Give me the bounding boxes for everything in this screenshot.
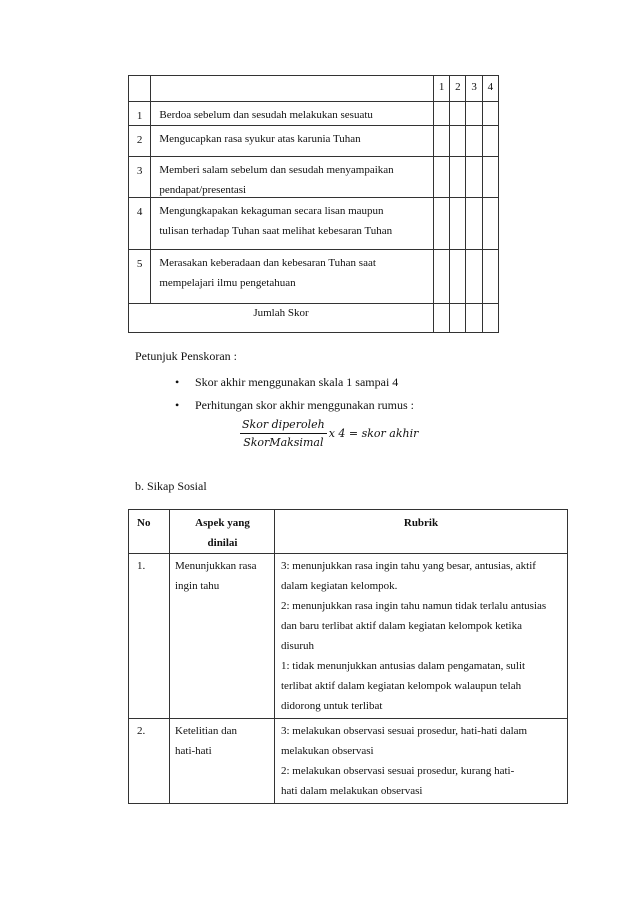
row-number: 1. bbox=[129, 554, 170, 719]
formula-result: x 4 = skor akhir bbox=[328, 427, 419, 440]
header-no: No bbox=[129, 510, 170, 554]
header-no-cell bbox=[129, 76, 151, 102]
table-row bbox=[129, 102, 499, 126]
total-cell[interactable] bbox=[466, 304, 482, 333]
score-cell[interactable] bbox=[482, 250, 498, 304]
rubric-line: dalam kegiatan kelompok. bbox=[281, 580, 398, 592]
statement-line: Mengungkapakan kekaguman secara lisan maupun bbox=[159, 205, 384, 217]
table-row bbox=[129, 157, 499, 198]
formula-denominator: SkorMaksimal bbox=[243, 436, 324, 449]
row-aspect bbox=[170, 719, 275, 804]
score-header-1: 1 bbox=[433, 76, 449, 102]
statement-line: Memberi salam sebelum dan sesudah menyampaikan bbox=[159, 164, 394, 176]
table-row bbox=[129, 554, 568, 719]
statement-line: pendapat/presentasi bbox=[159, 184, 247, 196]
rubric-line: 2: melakukan observasi sesuai prosedur, kurang hati- bbox=[281, 765, 515, 777]
row-aspect bbox=[170, 554, 275, 719]
score-header-4: 4 bbox=[482, 76, 498, 102]
header-aspect-line: dinilai bbox=[207, 537, 238, 549]
bullet-icon: • bbox=[175, 398, 180, 412]
header-aspect bbox=[170, 510, 275, 554]
row-number: 5 bbox=[129, 250, 151, 304]
score-cell[interactable] bbox=[466, 126, 482, 157]
score-cell[interactable] bbox=[466, 102, 482, 126]
statement-line: mempelajari ilmu pengetahuan bbox=[159, 277, 296, 289]
statement-line: Mengucapkan rasa syukur atas karunia Tuhan bbox=[159, 133, 361, 145]
score-cell[interactable] bbox=[450, 198, 466, 250]
aspect-line: Ketelitian dan bbox=[175, 725, 238, 737]
social-attitude-rubric-table bbox=[128, 509, 568, 804]
row-rubric bbox=[275, 554, 568, 719]
row-statement bbox=[151, 102, 434, 126]
rubric-line: 3: melakukan observasi sesuai prosedur, hati-hati dalam bbox=[281, 725, 528, 737]
section-heading: b. Sikap Sosial bbox=[135, 479, 207, 493]
rubric-line: disuruh bbox=[281, 640, 314, 652]
score-cell[interactable] bbox=[433, 126, 449, 157]
statement-line: Berdoa sebelum dan sesudah melakukan sesuatu bbox=[159, 109, 373, 121]
rubric-line: didorong untuk terlibat bbox=[281, 700, 383, 712]
rubric-line: hati dalam melakukan observasi bbox=[281, 785, 423, 797]
total-row bbox=[129, 304, 499, 333]
score-cell[interactable] bbox=[450, 126, 466, 157]
total-cell[interactable] bbox=[433, 304, 449, 333]
rubric-line: melakukan observasi bbox=[281, 745, 374, 757]
total-cell[interactable] bbox=[450, 304, 466, 333]
score-cell[interactable] bbox=[433, 102, 449, 126]
total-cell[interactable] bbox=[482, 304, 498, 333]
formula-fraction bbox=[240, 418, 327, 449]
score-cell[interactable] bbox=[482, 126, 498, 157]
score-cell[interactable] bbox=[482, 198, 498, 250]
score-cell[interactable] bbox=[450, 157, 466, 198]
row-statement bbox=[151, 157, 434, 198]
row-statement bbox=[151, 126, 434, 157]
table-row bbox=[129, 126, 499, 157]
bullet-text: Skor akhir menggunakan skala 1 sampai 4 bbox=[195, 375, 399, 389]
score-cell[interactable] bbox=[433, 250, 449, 304]
table-row bbox=[129, 719, 568, 804]
table2-header-row bbox=[129, 510, 568, 554]
table1-header-row bbox=[129, 76, 499, 102]
statement-line: tulisan terhadap Tuhan saat melihat kebesaran Tuhan bbox=[159, 225, 393, 237]
rubric-line: 2: menunjukkan rasa ingin tahu namun tidak terlalu antusias bbox=[281, 600, 547, 612]
bullet-text: Perhitungan skor akhir menggunakan rumus : bbox=[195, 398, 414, 412]
rubric-line: 3: menunjukkan rasa ingin tahu yang besar, antusias, aktif bbox=[281, 560, 536, 572]
score-cell[interactable] bbox=[466, 198, 482, 250]
row-number: 1 bbox=[129, 102, 151, 126]
score-cell[interactable] bbox=[433, 157, 449, 198]
scoring-instructions-title: Petunjuk Penskoran : bbox=[135, 349, 237, 363]
total-score-label: Jumlah Skor bbox=[129, 304, 434, 333]
header-statement-cell bbox=[151, 76, 434, 102]
table-row bbox=[129, 198, 499, 250]
score-formula bbox=[240, 418, 418, 449]
header-aspect-line: Aspek yang bbox=[195, 517, 250, 529]
aspect-line: Menunjukkan rasa bbox=[175, 560, 257, 572]
row-number: 4 bbox=[129, 198, 151, 250]
row-rubric bbox=[275, 719, 568, 804]
score-cell[interactable] bbox=[433, 198, 449, 250]
row-number: 2. bbox=[129, 719, 170, 804]
score-cell[interactable] bbox=[466, 250, 482, 304]
row-statement bbox=[151, 250, 434, 304]
score-header-2: 2 bbox=[450, 76, 466, 102]
rubric-line: dan baru terlibat aktif dalam kegiatan kelompok ketika bbox=[281, 620, 522, 632]
row-statement bbox=[151, 198, 434, 250]
spiritual-attitude-table bbox=[128, 75, 499, 333]
score-header-3: 3 bbox=[466, 76, 482, 102]
rubric-line: 1: tidak menunjukkan antusias dalam pengamatan, sulit bbox=[281, 660, 526, 672]
rubric-line: terlibat aktif dalam kegiatan kelompok walaupun telah bbox=[281, 680, 522, 692]
score-cell[interactable] bbox=[450, 102, 466, 126]
aspect-line: ingin tahu bbox=[175, 580, 220, 592]
score-cell[interactable] bbox=[482, 102, 498, 126]
aspect-line: hati-hati bbox=[175, 745, 212, 757]
header-rubric: Rubrik bbox=[275, 510, 568, 554]
score-cell[interactable] bbox=[482, 157, 498, 198]
bullet-icon: • bbox=[175, 375, 180, 389]
row-number: 2 bbox=[129, 126, 151, 157]
statement-line: Merasakan keberadaan dan kebesaran Tuhan saat bbox=[159, 257, 376, 269]
row-number: 3 bbox=[129, 157, 151, 198]
score-cell[interactable] bbox=[466, 157, 482, 198]
formula-numerator: Skor diperoleh bbox=[240, 418, 327, 434]
score-cell[interactable] bbox=[450, 250, 466, 304]
table-row bbox=[129, 250, 499, 304]
